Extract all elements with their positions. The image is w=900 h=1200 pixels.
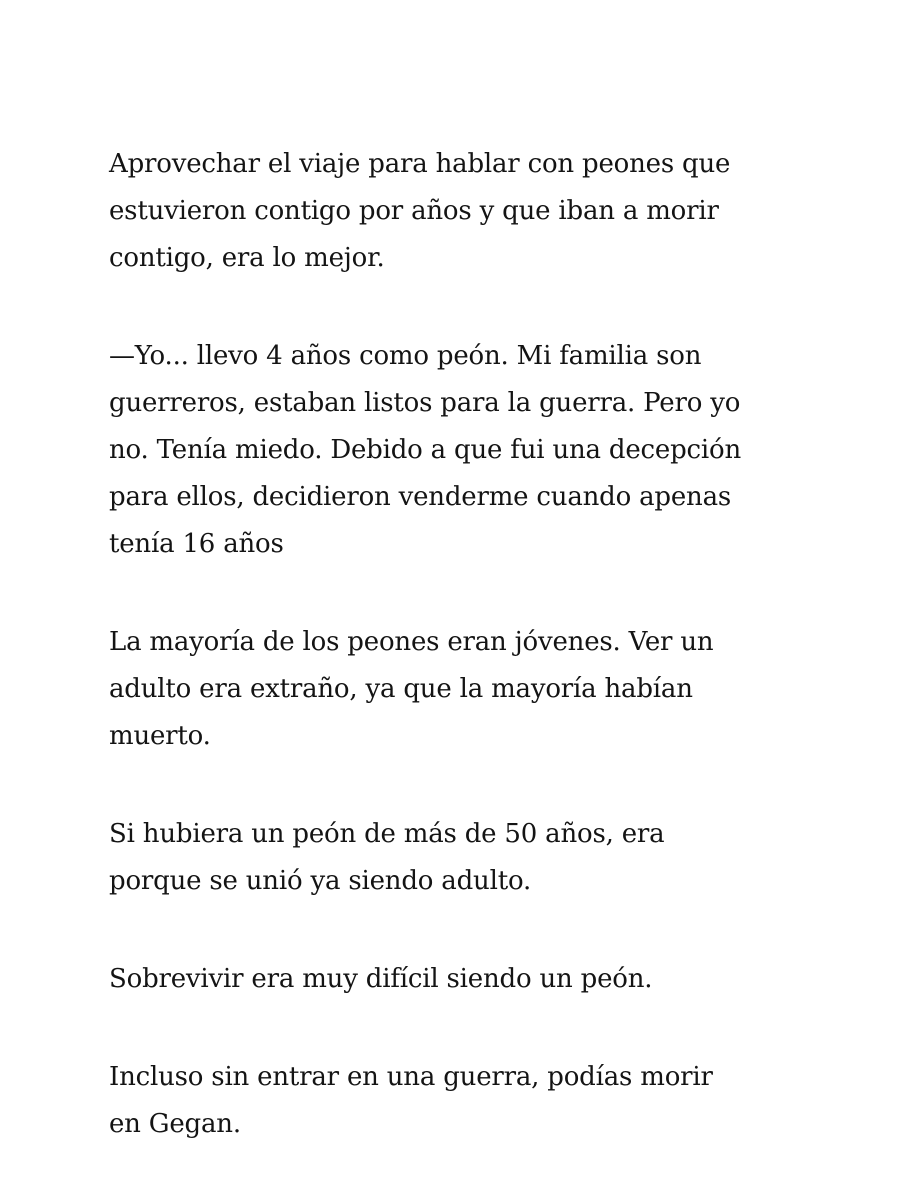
paragraph: Si hubiera un peón de más de 50 años, era porque se unió ya siendo adulto. <box>109 819 665 896</box>
paragraph: Aprovechar el viaje para hablar con peones que estuvieron contigo por años y que iban a morir contigo, era lo mejor. <box>109 149 731 273</box>
document-body <box>109 141 809 1148</box>
paragraph: —Yo... llevo 4 años como peón. Mi familia son guerreros, estaban listos para la guerra. Pero yo no. Tenía miedo. Debido a que fui una decepción para ellos, decidieron venderme cuando apenas tenía 16 años <box>109 341 741 559</box>
paragraph: La mayoría de los peones eran jóvenes. Ver un adulto era extraño, ya que la mayoría habían muerto. <box>109 627 714 751</box>
paragraph: Sobrevivir era muy difícil siendo un peón. <box>109 964 653 994</box>
paragraph: Incluso sin entrar en una guerra, podías morir en Gegan. <box>109 1062 713 1139</box>
